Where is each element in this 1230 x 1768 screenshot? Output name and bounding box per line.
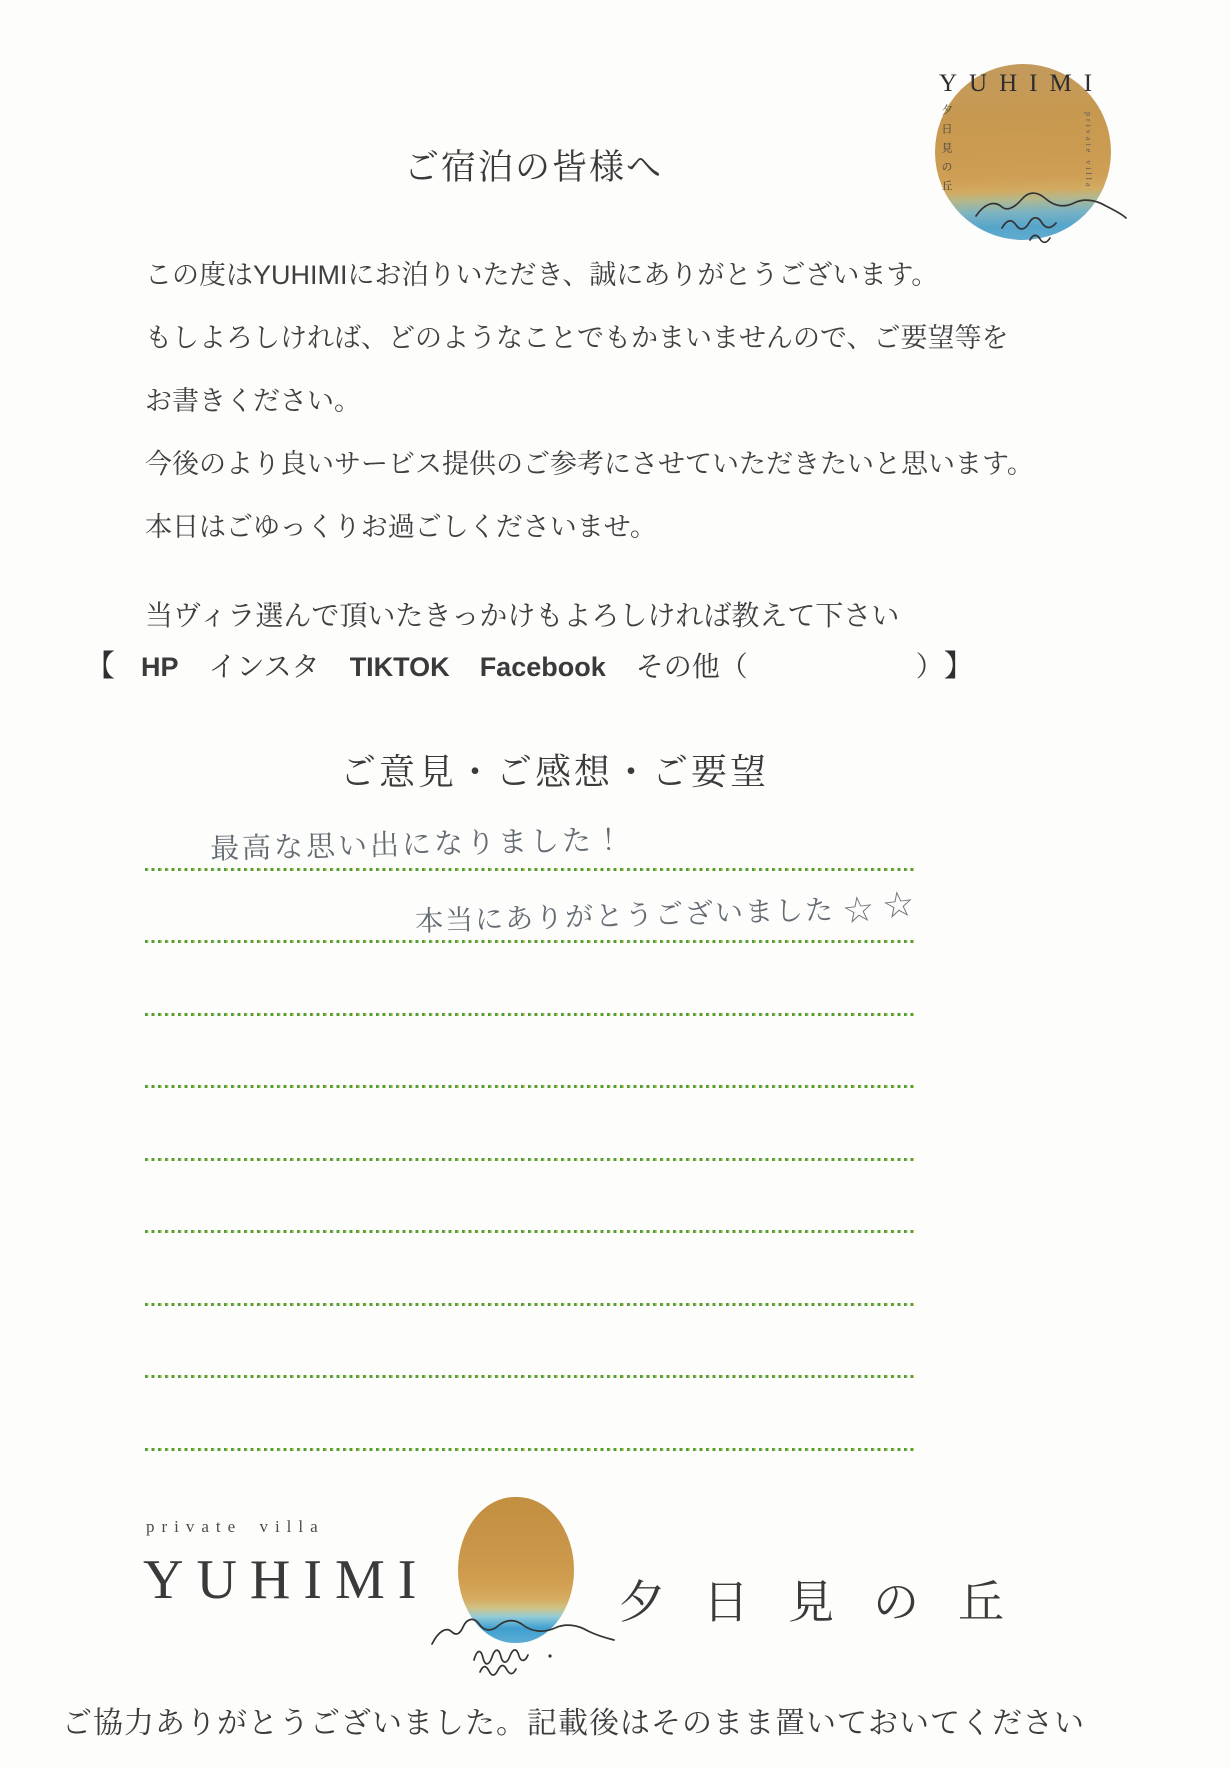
logo-top-vertical-en: private villa [1084, 112, 1093, 190]
referral-option-other: その他（ [635, 651, 748, 682]
handwritten-comment-line1: 最高な思い出になりました！ [209, 824, 627, 866]
waves-icon [972, 180, 1130, 250]
referral-option-instagram: インスタ [208, 651, 320, 682]
logo-top-vertical-jp: 夕日見の丘 [940, 104, 952, 199]
greeting-line: お書きください。 [145, 386, 361, 416]
feedback-heading: ご意見・ご感想・ご要望 [340, 751, 770, 792]
footer-note: ご協力ありがとうございました。記載後はそのまま置いておいてください [62, 1707, 1085, 1740]
greeting-line: 今後のより良いサービス提供のご参考にさせていただきたいと思います。 [145, 449, 1034, 479]
greeting-line: この度はYUHIMIにお泊りいただき、誠にありがとうございます。 [145, 260, 939, 290]
greeting-paragraph [145, 244, 1034, 559]
greeting-line: もしよろしければ、どのようなことでもかまいませんので、ご要望等を [145, 323, 1009, 353]
ruled-line [145, 940, 917, 943]
ruled-line [145, 1158, 917, 1161]
ruled-line [145, 1013, 917, 1016]
handwritten-comment-line2: 本当にありがとうございました [414, 894, 836, 937]
referral-prompt: 当ヴィラ選んで頂いたきっかけもよろしければ教えて下さい [145, 600, 900, 631]
waves-icon [428, 1606, 620, 1678]
logo-bottom-tagline: private villa [146, 1517, 325, 1536]
referral-option-facebook: Facebook [479, 652, 606, 682]
bracket-close: 】 [943, 650, 974, 683]
page-title: ご宿泊の皆様へ [404, 148, 664, 187]
star-doodle-icon: ☆☆ [839, 881, 925, 932]
logo-bottom-wordmark: YUHIMI [143, 1549, 430, 1611]
ruled-line [145, 868, 917, 871]
other-close-paren: ） [915, 651, 944, 682]
referral-options-row [85, 641, 974, 685]
ruled-line [145, 1230, 917, 1233]
logo-bottom-jp-name: 夕日見の丘 [618, 1577, 1043, 1628]
referral-option-tiktok: TIKTOK [349, 652, 450, 682]
referral-option-hp: HP [141, 652, 179, 682]
logo-top-wordmark: YUHIMI [939, 70, 1105, 97]
bracket-open: 【 [85, 650, 115, 683]
ruled-line [145, 1448, 917, 1451]
greeting-line: 本日はごゆっくりお過ごしくださいませ。 [145, 512, 657, 542]
ruled-line [145, 1303, 917, 1306]
ruled-line [145, 1085, 917, 1088]
ruled-line [145, 1375, 917, 1378]
